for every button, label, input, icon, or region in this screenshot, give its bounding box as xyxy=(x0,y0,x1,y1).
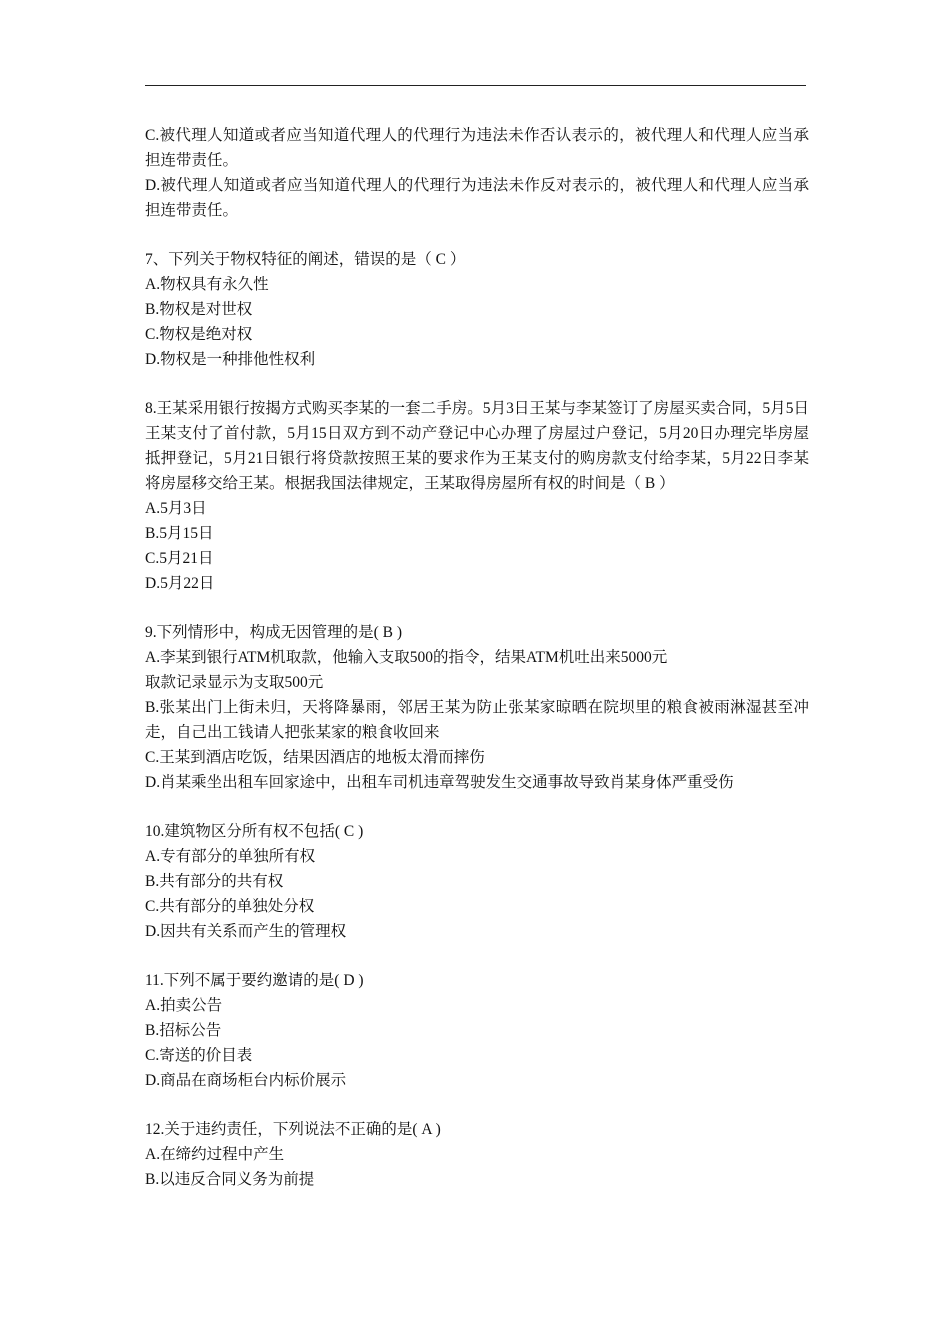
q11-option-b: B.招标公告 xyxy=(145,1022,222,1039)
q9-title: 9.下列情形中，构成无因管理的是( B ) xyxy=(145,624,403,641)
question-7 xyxy=(145,247,809,372)
q9-option-a: A.李某到银行ATM机取款，他输入支取500的指令，结果ATM机吐出来5000元 xyxy=(145,649,668,666)
question-9 xyxy=(145,620,809,795)
q7-option-b: B.物权是对世权 xyxy=(145,301,253,318)
q12-option-b: B.以违反合同义务为前提 xyxy=(145,1171,315,1188)
q7-title: 7、下列关于物权特征的阐述，错误的是（ C ） xyxy=(145,251,466,268)
q9-option-b: B.张某出门上街未归，天将降暴雨，邻居王某为防止张某家晾晒在院坝里的粮食被雨淋湿甚至冲走，自己出工钱请人把张某家的粮食收回来 xyxy=(145,699,809,741)
q11-option-a: A.拍卖公告 xyxy=(145,997,223,1014)
q8-title: 8.王某采用银行按揭方式购买李某的一套二手房。5月3日王某与李某签订了房屋买卖合同，5月5日王某支付了首付款，5月15日双方到不动产登记中心办理了房屋过户登记，5月20日办理完毕房屋抵押登记，5月21日银行将贷款按照王某的要求作为王某支付的购房款支付给李某，5月22日李某将房屋移交给王某。根据我国法律规定，王某取得房屋所有权的时间是（ B ） xyxy=(145,400,809,492)
question-8 xyxy=(145,396,809,596)
q8-option-a: A.5月3日 xyxy=(145,500,207,517)
question-12 xyxy=(145,1117,809,1192)
q10-option-d: D.因共有关系而产生的管理权 xyxy=(145,923,347,940)
q9-option-c: C.王某到酒店吃饭，结果因酒店的地板太滑而摔伤 xyxy=(145,749,485,766)
q8-option-d: D.5月22日 xyxy=(145,575,215,592)
q9-option-d: D.肖某乘坐出租车回家途中，出租车司机违章驾驶发生交通事故导致肖某身体严重受伤 xyxy=(145,774,734,791)
q9-option-a-cont: 取款记录显示为支取500元 xyxy=(145,674,324,691)
q7-option-c: C.物权是绝对权 xyxy=(145,326,253,343)
q11-option-c: C.寄送的价目表 xyxy=(145,1047,253,1064)
q12-option-a: A.在缔约过程中产生 xyxy=(145,1146,285,1163)
q10-option-c: C.共有部分的单独处分权 xyxy=(145,898,315,915)
question-11 xyxy=(145,968,809,1093)
q10-option-a: A.专有部分的单独所有权 xyxy=(145,848,316,865)
header-rule xyxy=(145,85,806,86)
document-body xyxy=(145,123,809,1192)
q8-option-c: C.5月21日 xyxy=(145,550,214,567)
q8-option-b: B.5月15日 xyxy=(145,525,214,542)
q11-option-d: D.商品在商场柜台内标价展示 xyxy=(145,1072,347,1089)
question-10 xyxy=(145,819,809,944)
q7-option-a: A.物权具有永久性 xyxy=(145,276,269,293)
q7-option-d: D.物权是一种排他性权利 xyxy=(145,351,316,368)
q10-title: 10.建筑物区分所有权不包括( C ) xyxy=(145,823,364,840)
q6-option-c: C.被代理人知道或者应当知道代理人的代理行为违法未作否认表示的，被代理人和代理人应当承担连带责任。 xyxy=(145,127,809,169)
q11-title: 11.下列不属于要约邀请的是( D ) xyxy=(145,972,364,989)
q6-option-d: D.被代理人知道或者应当知道代理人的代理行为违法未作反对表示的，被代理人和代理人应当承担连带责任。 xyxy=(145,177,809,219)
q12-title: 12.关于违约责任，下列说法不正确的是( A ) xyxy=(145,1121,441,1138)
q10-option-b: B.共有部分的共有权 xyxy=(145,873,284,890)
question-6-tail xyxy=(145,123,809,223)
